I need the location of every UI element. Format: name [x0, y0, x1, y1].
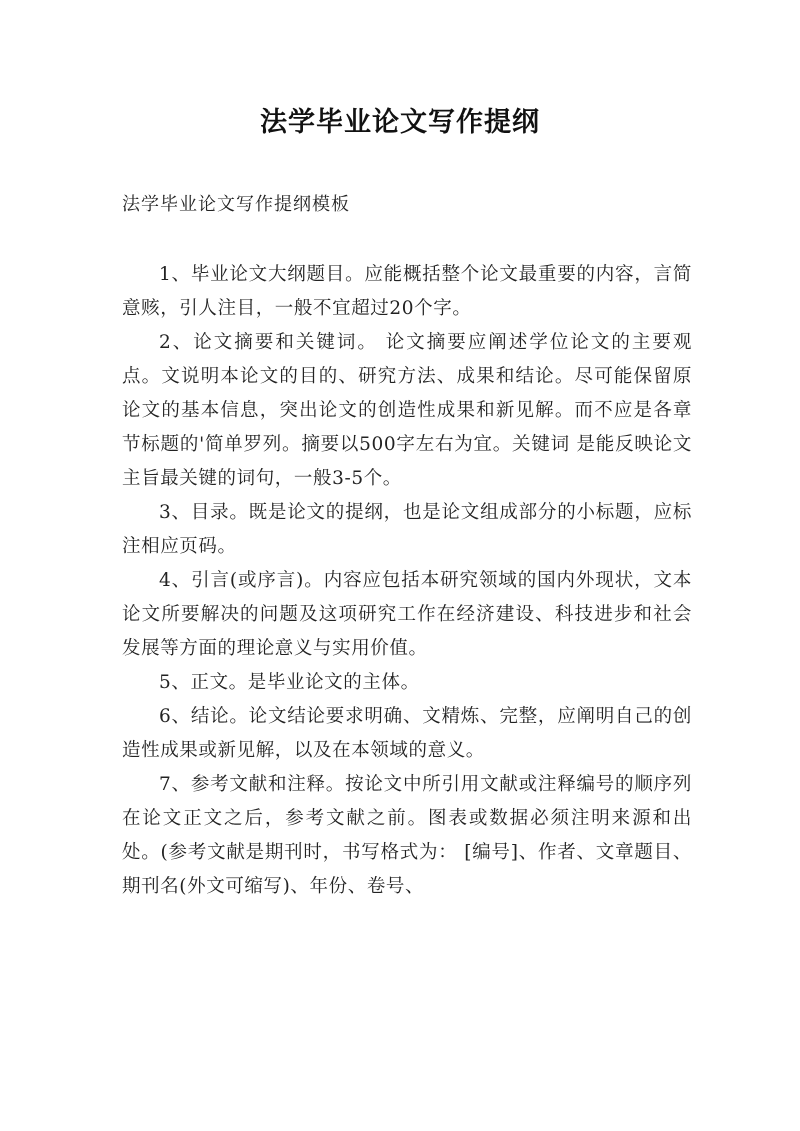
paragraph-6: 6、结论。论文结论要求明确、文精炼、完整，应阐明自己的创造性成果或新见解，以及在本领域的意义。: [122, 706, 692, 761]
document-body: [122, 258, 692, 904]
paragraph-1: 1、毕业论文大纲题目。应能概括整个论文最重要的内容，言简意赅，引人注目，一般不宜超过20个字。: [122, 264, 692, 319]
document-title: 法学毕业论文写作提纲: [260, 107, 540, 138]
document-subtitle: 法学毕业论文写作提纲模板: [122, 194, 350, 215]
paragraph-7: 7、参考文献和注释。按论文中所引用文献或注释编号的顺序列在论文正文之后，参考文献之前。图表或数据必须注明来源和出处。(参考文献是期刊时，书写格式为： [编号]、作者、文章题目、期刊名(外文可缩写)、年份、卷号、: [122, 774, 692, 897]
paragraph-5: 5、正文。是毕业论文的主体。: [159, 672, 420, 693]
paragraph-3: 3、目录。既是论文的提纲，也是论文组成部分的小标题，应标注相应页码。: [122, 502, 692, 557]
paragraph-2: 2、论文摘要和关键词。 论文摘要应阐述学位论文的主要观点。文说明本论文的目的、研究方法、成果和结论。尽可能保留原论文的基本信息，突出论文的创造性成果和新见解。而不应是各章节标题的'简单罗列。摘要以500字左右为宜。关键词 是能反映论文主旨最关键的词句，一般3-5个。: [122, 332, 692, 489]
paragraph-4: 4、引言(或序言)。内容应包括本研究领域的国内外现状，文本论文所要解决的问题及这项研究工作在经济建设、科技进步和社会发展等方面的理论意义与实用价值。: [122, 570, 692, 659]
